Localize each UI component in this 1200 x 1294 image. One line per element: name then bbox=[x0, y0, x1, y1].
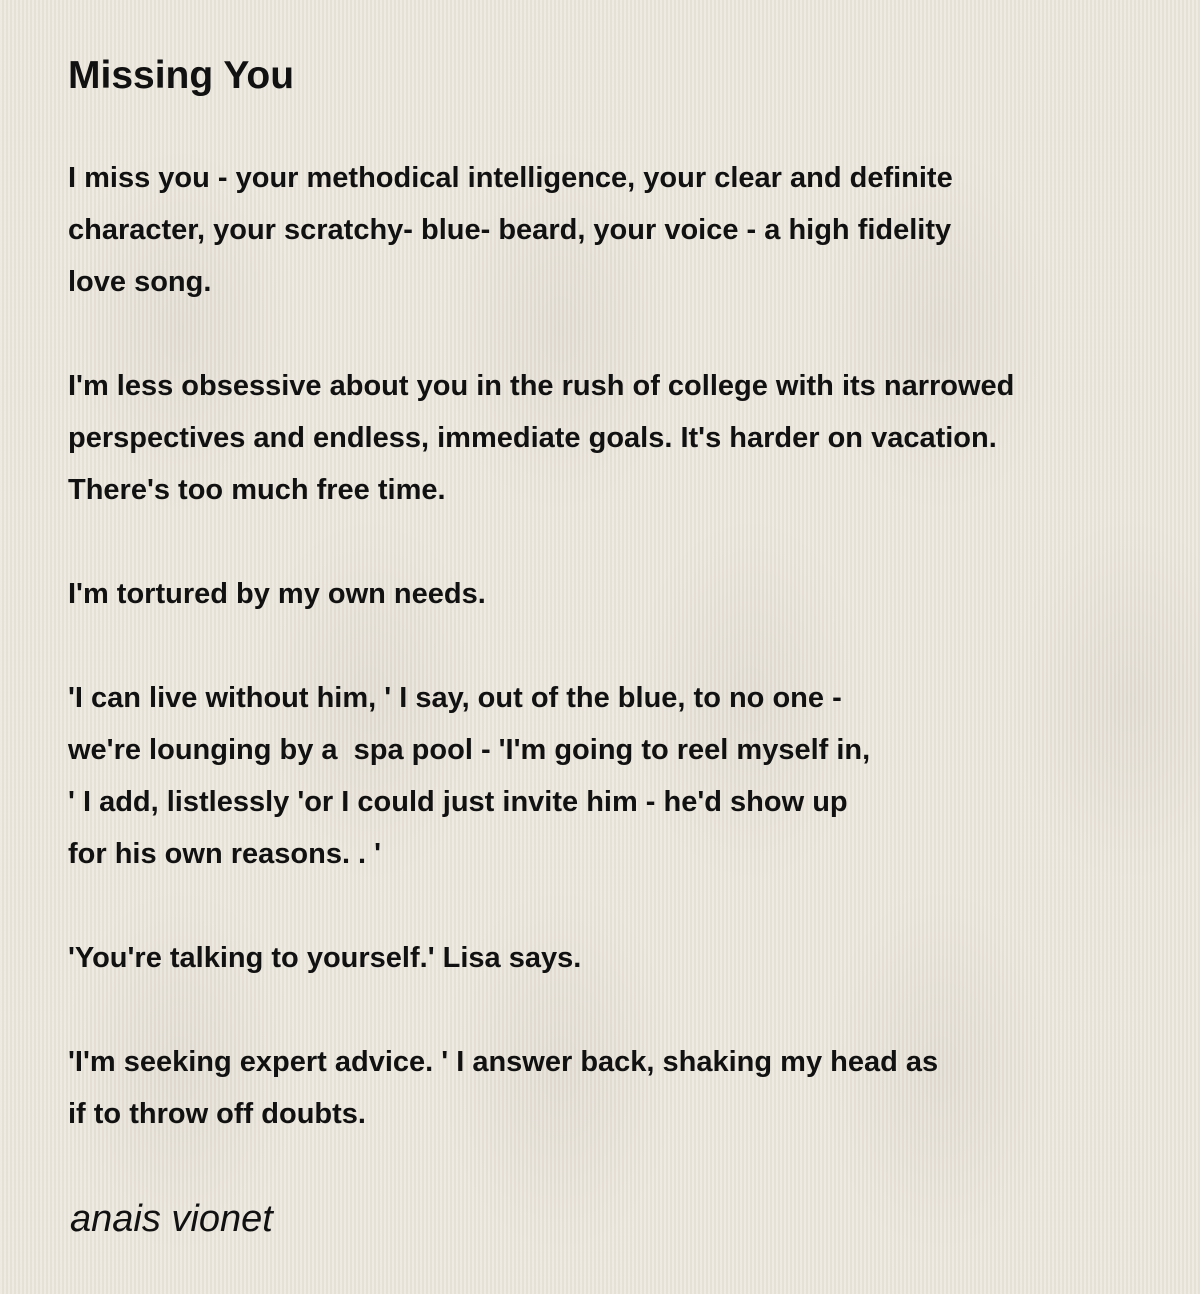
poem-body bbox=[68, 152, 1168, 1140]
stanza-2 bbox=[68, 360, 1168, 516]
poem-line: 'I can live without him, ' I say, out of the blue, to no one - bbox=[68, 682, 842, 714]
poem-line: for his own reasons. . ' bbox=[68, 838, 382, 870]
poem-line: 'You're talking to yourself.' Lisa says. bbox=[68, 942, 582, 974]
stanza-3 bbox=[68, 568, 1168, 620]
poem-line: character, your scratchy- blue- beard, your voice - a high fidelity bbox=[68, 214, 952, 246]
poem-line: we're lounging by a spa pool - 'I'm going to reel myself in, bbox=[68, 734, 871, 766]
stanza-6 bbox=[68, 1036, 1168, 1140]
stanza-5 bbox=[68, 932, 1168, 984]
poem-author: anais vionet bbox=[70, 1198, 273, 1240]
stanza-4 bbox=[68, 672, 1168, 880]
stanza-1 bbox=[68, 152, 1168, 308]
poem-line: I'm less obsessive about you in the rush of college with its narrowed bbox=[68, 370, 1015, 402]
poem-line: love song. bbox=[68, 266, 212, 298]
poem-line: I'm tortured by my own needs. bbox=[68, 578, 486, 610]
poem-title: Missing You bbox=[68, 54, 295, 97]
poem-line: ' I add, listlessly 'or I could just invite him - he'd show up bbox=[68, 786, 848, 818]
poem-line: 'I'm seeking expert advice. ' I answer back, shaking my head as bbox=[68, 1046, 939, 1078]
poem-line: I miss you - your methodical intelligence, your clear and definite bbox=[68, 162, 953, 194]
poem-line: There's too much free time. bbox=[68, 474, 446, 506]
poem-line: perspectives and endless, immediate goals. It's harder on vacation. bbox=[68, 422, 997, 454]
poem-page bbox=[68, 52, 1168, 1192]
poem-line: if to throw off doubts. bbox=[68, 1098, 366, 1130]
